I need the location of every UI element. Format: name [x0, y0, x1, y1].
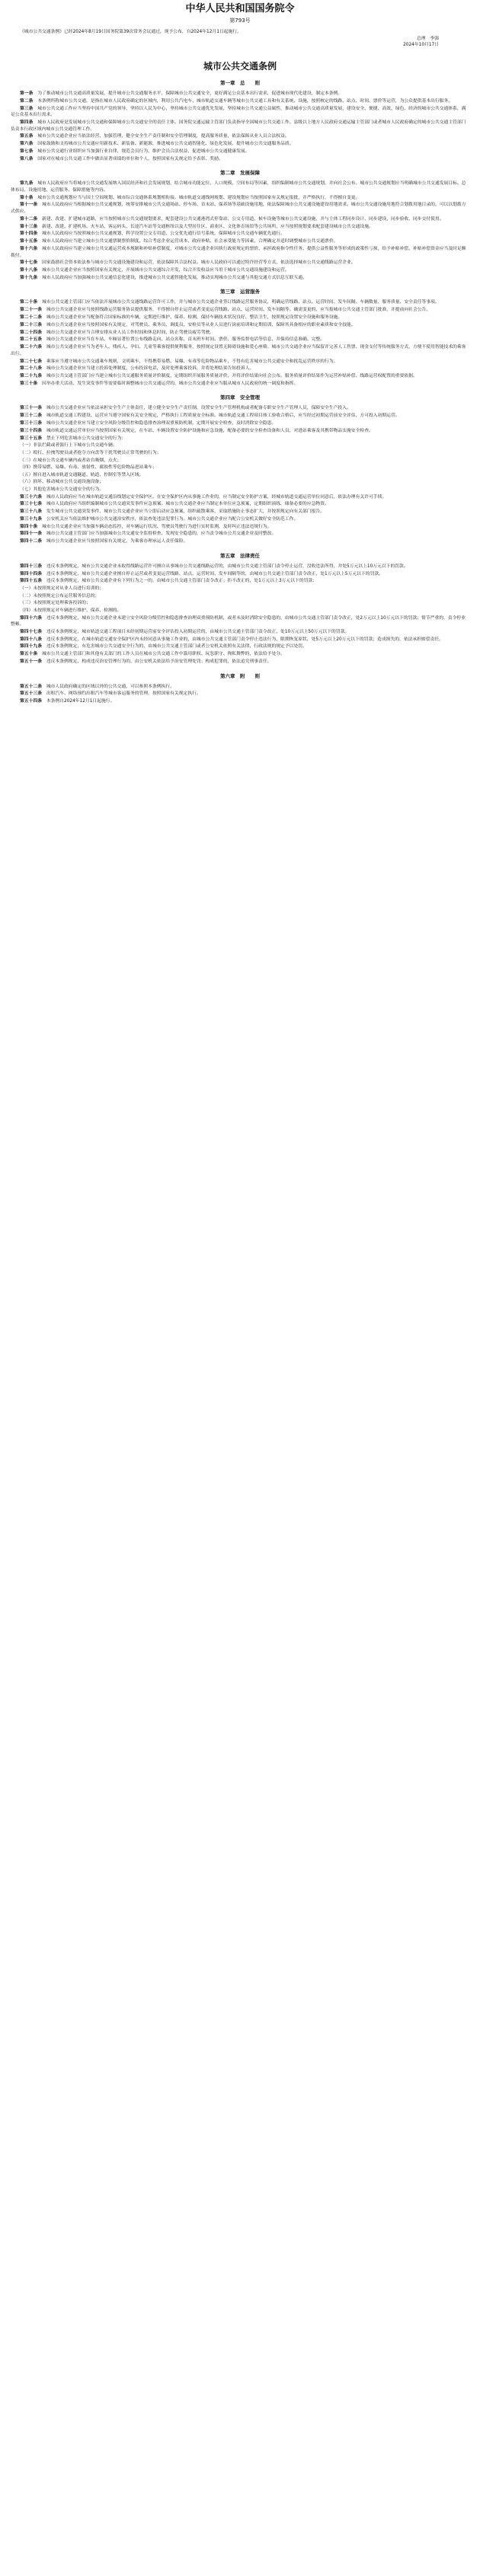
- article: [11, 98, 469, 105]
- article: [11, 637, 469, 643]
- article-text: 城市人民政府应当建立城市公共交通运营成本规制和补贴补偿制度，对城市公共交通企业因执行政府规定的票价、承担政府指令性任务、提供公益性服务等形成的政策性亏损，给予补贴补偿。补贴补偿资金应当及时足额拨付。: [11, 246, 466, 258]
- article: [11, 373, 469, 380]
- article-text: 城市公共交通企业应当按照线路运营服务协议提供服务，不得擅自停止运营或者变更运营线路、站点、运营时间、发车间隔等。确需变更的，应当报城市公共交通主管部门批准，并提前向社会公告。: [46, 308, 431, 313]
- article-number: 第十六条: [20, 246, 38, 251]
- article-text: 城市人民政府应当组织编制城市公共交通突发事件应急预案。城市公共交通企业应当制定本单位应急预案，定期组织演练，储备必要的应急物资。: [46, 502, 329, 507]
- article-text: 违反本条例规定，有危害城市公共交通安全行为的，由城市公共交通主管部门或者公安机关依照有关法律、行政法规的规定予以处罚。: [46, 644, 307, 650]
- article: [11, 615, 469, 628]
- article-number: 第五十一条: [20, 659, 42, 664]
- article-text: 发生城市公共交通突发事件，城市公共交通企业应当立即启动应急预案，组织疏散乘客，采取措施防止事态扩大，并按照规定向有关部门报告。: [46, 509, 325, 515]
- article-number: 第三条: [20, 106, 34, 111]
- decree-title: 中华人民共和国国务院令: [185, 3, 295, 14]
- article-number: 第三十条: [20, 381, 38, 386]
- article-number: 第二十九条: [20, 374, 42, 379]
- article-text: 违反本条例规定，城市公共交通企业未建立安全风险分级管控和隐患排查治理双重预防机制，或者未及时消除安全隐患的，由城市公共交通主管部门责令改正，处2万元以上10万元以下的罚款；情节严重的，责令停业整顿。: [11, 615, 466, 627]
- article: [11, 651, 469, 658]
- article-number: 第二十五条: [20, 337, 42, 343]
- article: [11, 330, 469, 337]
- article-text: 城市公共交通主管部门应当建立城市公共交通服务质量评价制度，定期组织开展服务质量评价，并将评价结果向社会公布。服务质量评价结果作为运营补贴补偿、线路运营权配置的重要依据。: [46, 374, 418, 379]
- signer-name: 李强: [430, 37, 439, 41]
- article: [11, 516, 469, 523]
- article-number: 第八条: [20, 156, 34, 161]
- article-text: 城市轨道交通运营单位应当按照国家有关规定，在车站、车辆设置安全防护设施和应急设施，配备必要的安全检查设备和人员，对进站乘客及其携带物品实施安全检查。: [46, 428, 373, 433]
- article-text: 违反本条例规定，城市公共交通企业擅自停止运营或者变更运营线路、站点、运营时间、发车间隔等的，由城市公共交通主管部门责令改正，处1万元以上5万元以下的罚款。: [46, 571, 383, 576]
- article: [11, 299, 469, 306]
- article: [11, 106, 469, 119]
- article-text: 城市人民政府应当在城市轨道交通沿线划定安全保护区。在安全保护区内从事施工作业的，应当制定安全防护方案，经城市轨道交通运营单位同意后，依法办理有关许可手续。: [46, 494, 387, 500]
- article: [11, 314, 469, 321]
- article-number: 第五十三条: [20, 691, 42, 697]
- article-number: 第十五条: [20, 239, 38, 244]
- article: [11, 531, 469, 538]
- article-text: 城市人民政府是发展城市公共交通和保障城市公共交通安全的责任主体。国务院交通运输主管部门负责指导全国城市公共交通工作。县级以上地方人民政府交通运输主管部门或者城市人民政府确定的城市公共交通主管部门负责本行政区域内城市公共交通管理工作。: [11, 120, 466, 132]
- article: [11, 260, 469, 267]
- document-page: [11, 0, 469, 2576]
- article-number: 第四十四条: [20, 571, 42, 576]
- article: [11, 337, 469, 343]
- article: [11, 691, 469, 697]
- article: [11, 365, 469, 372]
- article-text: 城市公共交通企业应当为老年人、残疾人、孕妇、儿童等乘客提供便利服务，按照规定设置无障碍设施和爱心座椅。城市公共交通企业应当保留并完善人工售票、现金支付等传统服务方式，方便不使用智能技术的乘客出行。: [11, 345, 466, 356]
- article-number: 第二条: [20, 98, 34, 104]
- article-number: 第三十五条: [20, 436, 42, 441]
- article: [11, 494, 469, 501]
- article-number: 第三十二条: [20, 413, 42, 419]
- article-number: 第三十七条: [20, 502, 42, 507]
- article-text: 公安机关应当依法维护城市公共交通治安秩序，依法查处违法犯罪行为。城市公共交通企业应当配合公安机关做好安全防范工作。: [46, 516, 299, 522]
- article-number: 第二十八条: [20, 366, 42, 372]
- article-text: 本条例自2024年12月1日起施行。: [46, 699, 115, 704]
- article-text: 城市公共交通主管部门应当依法开展城市公共交通线路运营许可工作，并与城市公共交通企业签订线路运营服务协议，明确运营线路、站点、运营时间、发车间隔、车辆数量、服务质量、安全责任等事项。: [42, 300, 440, 305]
- article-number: 第四十六条: [20, 615, 42, 621]
- article-number: 第二十一条: [20, 308, 42, 313]
- article-number: 第二十二条: [20, 315, 42, 320]
- article-text: 城市公共交通企业应当合理安排从业人员工作时间和休息时间，防止驾驶员疲劳驾驶。: [46, 330, 215, 335]
- article-number: 第二十七条: [20, 359, 42, 364]
- article-text: 违反本条例规定，城市公共交通企业有下列行为之一的，由城市公共交通主管部门责令改正；拒不改正的，处1万元以上3万元以下的罚款：: [46, 579, 318, 584]
- article-text: 为了推动城市公共交通高质量发展，提升城市公共交通服务水平，保障城市公共交通安全，更好满足公众基本出行需求，促进城市现代化建设，制定本条例。: [37, 91, 343, 96]
- article-number: 第十三条: [20, 224, 38, 229]
- article-item: （一）非法拦截或者强行上下城市公共交通车辆；: [20, 443, 117, 448]
- article-item: （四）携带易燃、易爆、有毒、放射性、腐蚀性等危险物品进站乘车；: [20, 465, 157, 471]
- article: [11, 684, 469, 691]
- article: [11, 231, 469, 238]
- article-text: 城市公共交通企业应当在车站、车厢显著位置公布线路走向、站点名称、首末班车时间、票价、服务监督电话等信息，并保持信息准确、完整。: [46, 337, 325, 343]
- chapter-title: 第二章 发展保障: [220, 170, 260, 177]
- article-number: 第十一条: [20, 203, 38, 208]
- article-text: 城市公共交通企业应当按照国家有关规定，为乘客办理承运人责任保险。: [46, 539, 188, 544]
- article-number: 第五十二条: [20, 684, 42, 689]
- article-text: 违反本条例规定，城市公共交通企业未取得线路运营许可擅自从事城市公共交通线路运营的，由城市公共交通主管部门责令停止运营，没收违法所得，并处5万元以上10万元以下的罚款。: [46, 563, 408, 569]
- article-text: 城市公共交通企业应当加强车辆动态监控，对车辆运行状况、驾驶员驾驶行为进行实时监测，及时纠正违法违规行为。: [42, 524, 272, 529]
- article-number: 第二十四条: [20, 330, 42, 335]
- article-number: 第十九条: [20, 275, 38, 280]
- article: [11, 195, 469, 202]
- article-number: 第二十六条: [20, 345, 42, 350]
- article-item: （三）未按照规定处理乘客投诉的；: [20, 601, 91, 606]
- article-text: 城市人民政府应当按照城市公共交通规划，科学设置公交专用道、公交优先通行信号系统，保障城市公共交通车辆优先通行。: [42, 231, 285, 237]
- article-text: 城市公共交通企业应当配备符合国家标准的车辆，定期进行维护、保养、检测，保持车辆技术状况良好、整洁卫生，按照规定设置安全设施和服务设施。: [46, 315, 343, 320]
- article-item: （五）擅自进入城市轨道交通隧道、轨道、控制室等禁入区域；: [20, 472, 144, 477]
- article-number: 第七条: [20, 148, 34, 154]
- article: [11, 224, 469, 231]
- article-text: 城市公共交通工作应当坚持中国共产党的领导，坚持以人民为中心，坚持城市公共交通优先发展，坚持城市公共交通公益属性，推动城市公共交通高质量发展，建设安全、便捷、高效、绿色、经济的城市公共交通体系，满足公众基本出行需求。: [11, 106, 466, 118]
- article-text: 城市公共交通企业应当依法承担安全生产主体责任，建立健全安全生产责任制，设置安全生产管理机构或者配备专职安全生产管理人员，保障安全生产投入。: [46, 406, 351, 411]
- article-number: 第二十三条: [20, 322, 42, 327]
- article: [11, 698, 469, 705]
- article-number: 第十四条: [20, 231, 38, 237]
- article-number: 第四十五条: [20, 579, 42, 584]
- article-text: 乘客应当遵守城市公共交通乘车规则，文明乘车，不得携带易燃、易爆、有毒等危险物品乘车，不得有危害城市公共交通安全和扰乱运营秩序的行为。: [46, 359, 338, 364]
- decree-body: 《城市公共交通条例》已经2024年8月19日国务院第39次常务会议通过，现予公布，自2024年12月1日起施行。: [20, 30, 242, 34]
- article-number: 第四十一条: [20, 531, 42, 537]
- chapters-container: [11, 80, 469, 705]
- article-text: 城市公共交通企业应当建立投诉处理制度，公布投诉电话，及时处理乘客投诉，并将处理结果告知投诉人。: [46, 366, 254, 372]
- chapter-title: 第六章 附 则: [220, 672, 260, 679]
- article-number: 第四十七条: [20, 629, 42, 634]
- article-text: 城市轨道交通工程建设、运营应当遵守国家有关安全规定，严格执行工程质量安全标准。城市轨道交通工程项目竣工验收合格后，应当经过初期运营前安全评估，方可投入初期运营。: [46, 413, 400, 419]
- article-number: 第五十四条: [20, 699, 42, 704]
- chapter-title: 第五章 法律责任: [220, 552, 260, 559]
- decree-number: 第793号: [229, 18, 251, 24]
- article: [11, 501, 469, 508]
- article-number: 第九条: [20, 181, 34, 187]
- article-number: 第二十条: [20, 300, 38, 305]
- article-item: （四）未按照规定对车辆进行维护、保养、检测的。: [20, 608, 122, 613]
- law-title: 城市公共交通条例: [203, 61, 277, 72]
- article-text: 因举办重大活动、发生突发事件等需要临时调整城市公共交通运营的，城市公共交通企业应当服从城市人民政府的统一调度和指挥。: [42, 381, 299, 386]
- article: [11, 436, 469, 442]
- article: [11, 307, 469, 314]
- article-item: （一）未按照规定对从业人员进行培训的；: [20, 586, 104, 592]
- article-text: 出租汽车、网络预约出租汽车等城市客运服务的管理，按照国家有关规定执行。: [46, 691, 201, 697]
- article: [11, 322, 469, 329]
- article: [11, 267, 469, 274]
- article-text: 本条例所称城市公共交通，是指在城市人民政府确定的区域内，利用公共汽电车、城市轨道交通车辆等城市公共交通工具和有关系统、设施，按照核定的线路、站点、时间、票价等运营，为公众提供基本出行服务。: [37, 98, 453, 104]
- article: [11, 275, 469, 282]
- article-number: 第四十九条: [20, 644, 42, 650]
- article-text: 城市人民政府应当建立城市公共交通票制票价制度，综合考虑企业运营成本、政府补贴、社会承受能力等因素，合理确定并适时调整城市公共交通票价。: [42, 239, 338, 244]
- article: [11, 141, 469, 148]
- article-text: 禁止下列危害城市公共交通安全的行为：: [46, 436, 126, 441]
- article-text: 违反本条例规定，构成违反治安管理行为的，由公安机关依法给予治安管理处罚；构成犯罪的，依法追究刑事责任。: [46, 659, 272, 664]
- article: [11, 643, 469, 650]
- article-number: 第十八条: [20, 268, 38, 273]
- article-text: 城市公共交通企业应当按照国家有关规定，对驾驶员、乘务员、调度员、安检员等从业人员进行岗前培训和定期培训，保障其具备相应的职业素质和安全技能。: [46, 322, 356, 327]
- article: [11, 563, 469, 570]
- signature: [11, 36, 469, 42]
- article-item: （三）在城市公共交通车辆内或者站台吸烟、点火；: [20, 458, 122, 463]
- article-number: 第四十八条: [20, 637, 42, 642]
- article-number: 第六条: [20, 142, 34, 147]
- article: [11, 156, 469, 163]
- article-text: 城市公共交通主管部门应当加强城市公共交通安全监督检查，发现安全隐患的，应当责令城市公共交通企业及时整改。: [46, 531, 277, 537]
- article: [11, 629, 469, 636]
- article-text: 国家鼓励社会资本依法参与城市公共交通设施建设和运营，依法保障其合法权益。城市人民政府可以通过特许经营等方式，依法选择城市公共交通线路运营企业。: [42, 260, 356, 266]
- article-number: 第三十六条: [20, 494, 42, 500]
- article: [11, 538, 469, 545]
- chapter-title: 第三章 运营服务: [220, 289, 260, 295]
- article: [11, 659, 469, 666]
- article-item: （六）损坏、移动城市公共交通设施设备；: [20, 480, 104, 485]
- article-number: 第三十八条: [20, 509, 42, 515]
- article-item: （七）其他危害城市公共交通安全的行为。: [20, 487, 104, 492]
- article-number: 第三十四条: [20, 428, 42, 433]
- chapter-title: 第四章 安全管理: [220, 394, 260, 401]
- article: [11, 344, 469, 357]
- article: [11, 571, 469, 578]
- article-text: 新建、改建、扩建城市道路，应当按照城市公共交通规划要求，配套建设公共交通港湾式停靠站、公交专用道、候车设施等城市公共交通设施，并与主体工程同步设计、同步建设、同步验收、同步交付使用。: [42, 216, 444, 222]
- article-number: 第四条: [20, 120, 34, 125]
- article: [11, 381, 469, 388]
- article-number: 第四十三条: [20, 563, 42, 569]
- article-text: 国家鼓励和支持城市公共交通应用新技术、新装备、新能源，推进城市公共交通智能化、绿色化发展，提升城市公共交通服务品质。: [37, 142, 294, 147]
- article-number: 第十七条: [20, 260, 38, 266]
- article-number: 第三十三条: [20, 421, 42, 426]
- article: [11, 413, 469, 420]
- article-number: 第五十条: [20, 652, 38, 657]
- article-text: 城市公共交通企业应当依法经营，加强管理，健全安全生产责任制和安全管理制度，提高服务质量，依法保障从业人员合法权益。: [37, 134, 290, 139]
- article-text: 城市公共交通主管部门和其他有关部门的工作人员在城市公共交通工作中滥用职权、玩忽职守、徇私舞弊的，依法给予处分。: [42, 652, 285, 657]
- article: [11, 238, 469, 245]
- article: [11, 120, 469, 132]
- sign-date: 2024年10月17日: [403, 43, 439, 47]
- article-number: 第三十一条: [20, 406, 42, 411]
- article-number: 第一条: [20, 91, 34, 96]
- article-text: 违反本条例规定，城市轨道交通工程项目未经初期运营前安全评估投入初期运营的，由城市公共交通主管部门责令改正，处10万元以上50万元以下的罚款。: [46, 629, 350, 634]
- article-text: 城市人民政府应当加强城市公共交通信息化建设，推进城市公共交通智能化发展，推动实现城市公共交通与其他交通方式信息互联互通。: [42, 275, 307, 280]
- article: [11, 246, 469, 259]
- article: [11, 180, 469, 193]
- article-number: 第十条: [20, 195, 34, 200]
- article-text: 城市人民政府应当根据城市公共交通规划，统筹安排城市公共交通场站、停车场、首末站、保养场等基础设施用地，依法保障城市公共交通设施建设用地需求。城市公共交通设施用地符合划拨用地目录的，可以以划拨方式供应。: [11, 203, 466, 214]
- article-text: 新建、改建、扩建机场、火车站、客运码头、长途汽车站等交通枢纽以及大型居住区、商业区、文化体育场馆等公共场所，应当按照规划要求配套建设城市公共交通设施。: [42, 224, 373, 229]
- article-number: 第四十二条: [20, 539, 42, 544]
- article: [11, 420, 469, 427]
- article-text: 城市公共交通行业组织应当加强行业自律，规范会员行为，维护会员合法权益，促进城市公共交通健康发展。: [37, 148, 250, 154]
- article: [11, 405, 469, 412]
- chapter-title: 第一章 总 则: [220, 80, 260, 86]
- article-number: 第三十九条: [20, 516, 42, 522]
- article-text: 城市公共交通企业应当建立安全风险分级管控和隐患排查治理双重预防机制，定期开展安全检查，及时消除安全隐患。: [46, 421, 277, 426]
- article: [11, 578, 469, 585]
- article-text: 违反本条例规定，在城市轨道交通安全保护区内未经同意从事施工作业的，由城市公共交通主管部门责令停止违法行为，限期恢复原状，处5万元以上20万元以下的罚款；造成损失的，依法承担赔偿责任。: [46, 637, 444, 642]
- article: [11, 359, 469, 365]
- article-text: 城市公共交通企业应当按照国家有关规定，开展城市公共交通综合开发，综合开发收益应当用于城市公共交通设施建设和运营。: [42, 268, 290, 273]
- article: [11, 133, 469, 140]
- article-text: 国家对在城市公共交通工作中做出显著成绩的单位和个人，按照国家有关规定给予表彰、奖励。: [37, 156, 223, 161]
- article: [11, 216, 469, 223]
- article-number: 第五条: [20, 134, 34, 139]
- article-number: 第四十条: [20, 524, 38, 529]
- article-text: 城市人民政府应当将城市公共交通发展纳入国民经济和社会发展规划，结合城市功能定位、人口规模、空间布局等因素，组织编制城市公共交通规划，并向社会公布。城市公共交通规划应当明确城市公共交通发展目标、总体布局、设施用地、运营服务、保障措施等内容。: [11, 181, 466, 193]
- article-number: 第十二条: [20, 216, 38, 222]
- article-text: 城市公共交通规划应当与国土空间规划、城市综合交通体系规划相衔接。城市轨道交通线网规划、建设规划应当按照国家有关规定报批，并严格执行，不得擅自变更。: [37, 195, 360, 200]
- article-text: 城市人民政府确定的区域以外的公共交通，可以参照本条例执行。: [46, 684, 174, 689]
- article-item: （二）殴打、拉拽驾驶员或者抢夺方向盘等干扰驾驶员正常驾驶的行为；: [20, 450, 162, 455]
- article: [11, 91, 469, 97]
- article: [11, 509, 469, 516]
- article-item: （二）未按照规定公布运营服务信息的；: [20, 593, 100, 599]
- article: [11, 202, 469, 215]
- article: [11, 148, 469, 155]
- article: [11, 524, 469, 531]
- signer-role: 总理: [416, 37, 426, 41]
- article: [11, 428, 469, 435]
